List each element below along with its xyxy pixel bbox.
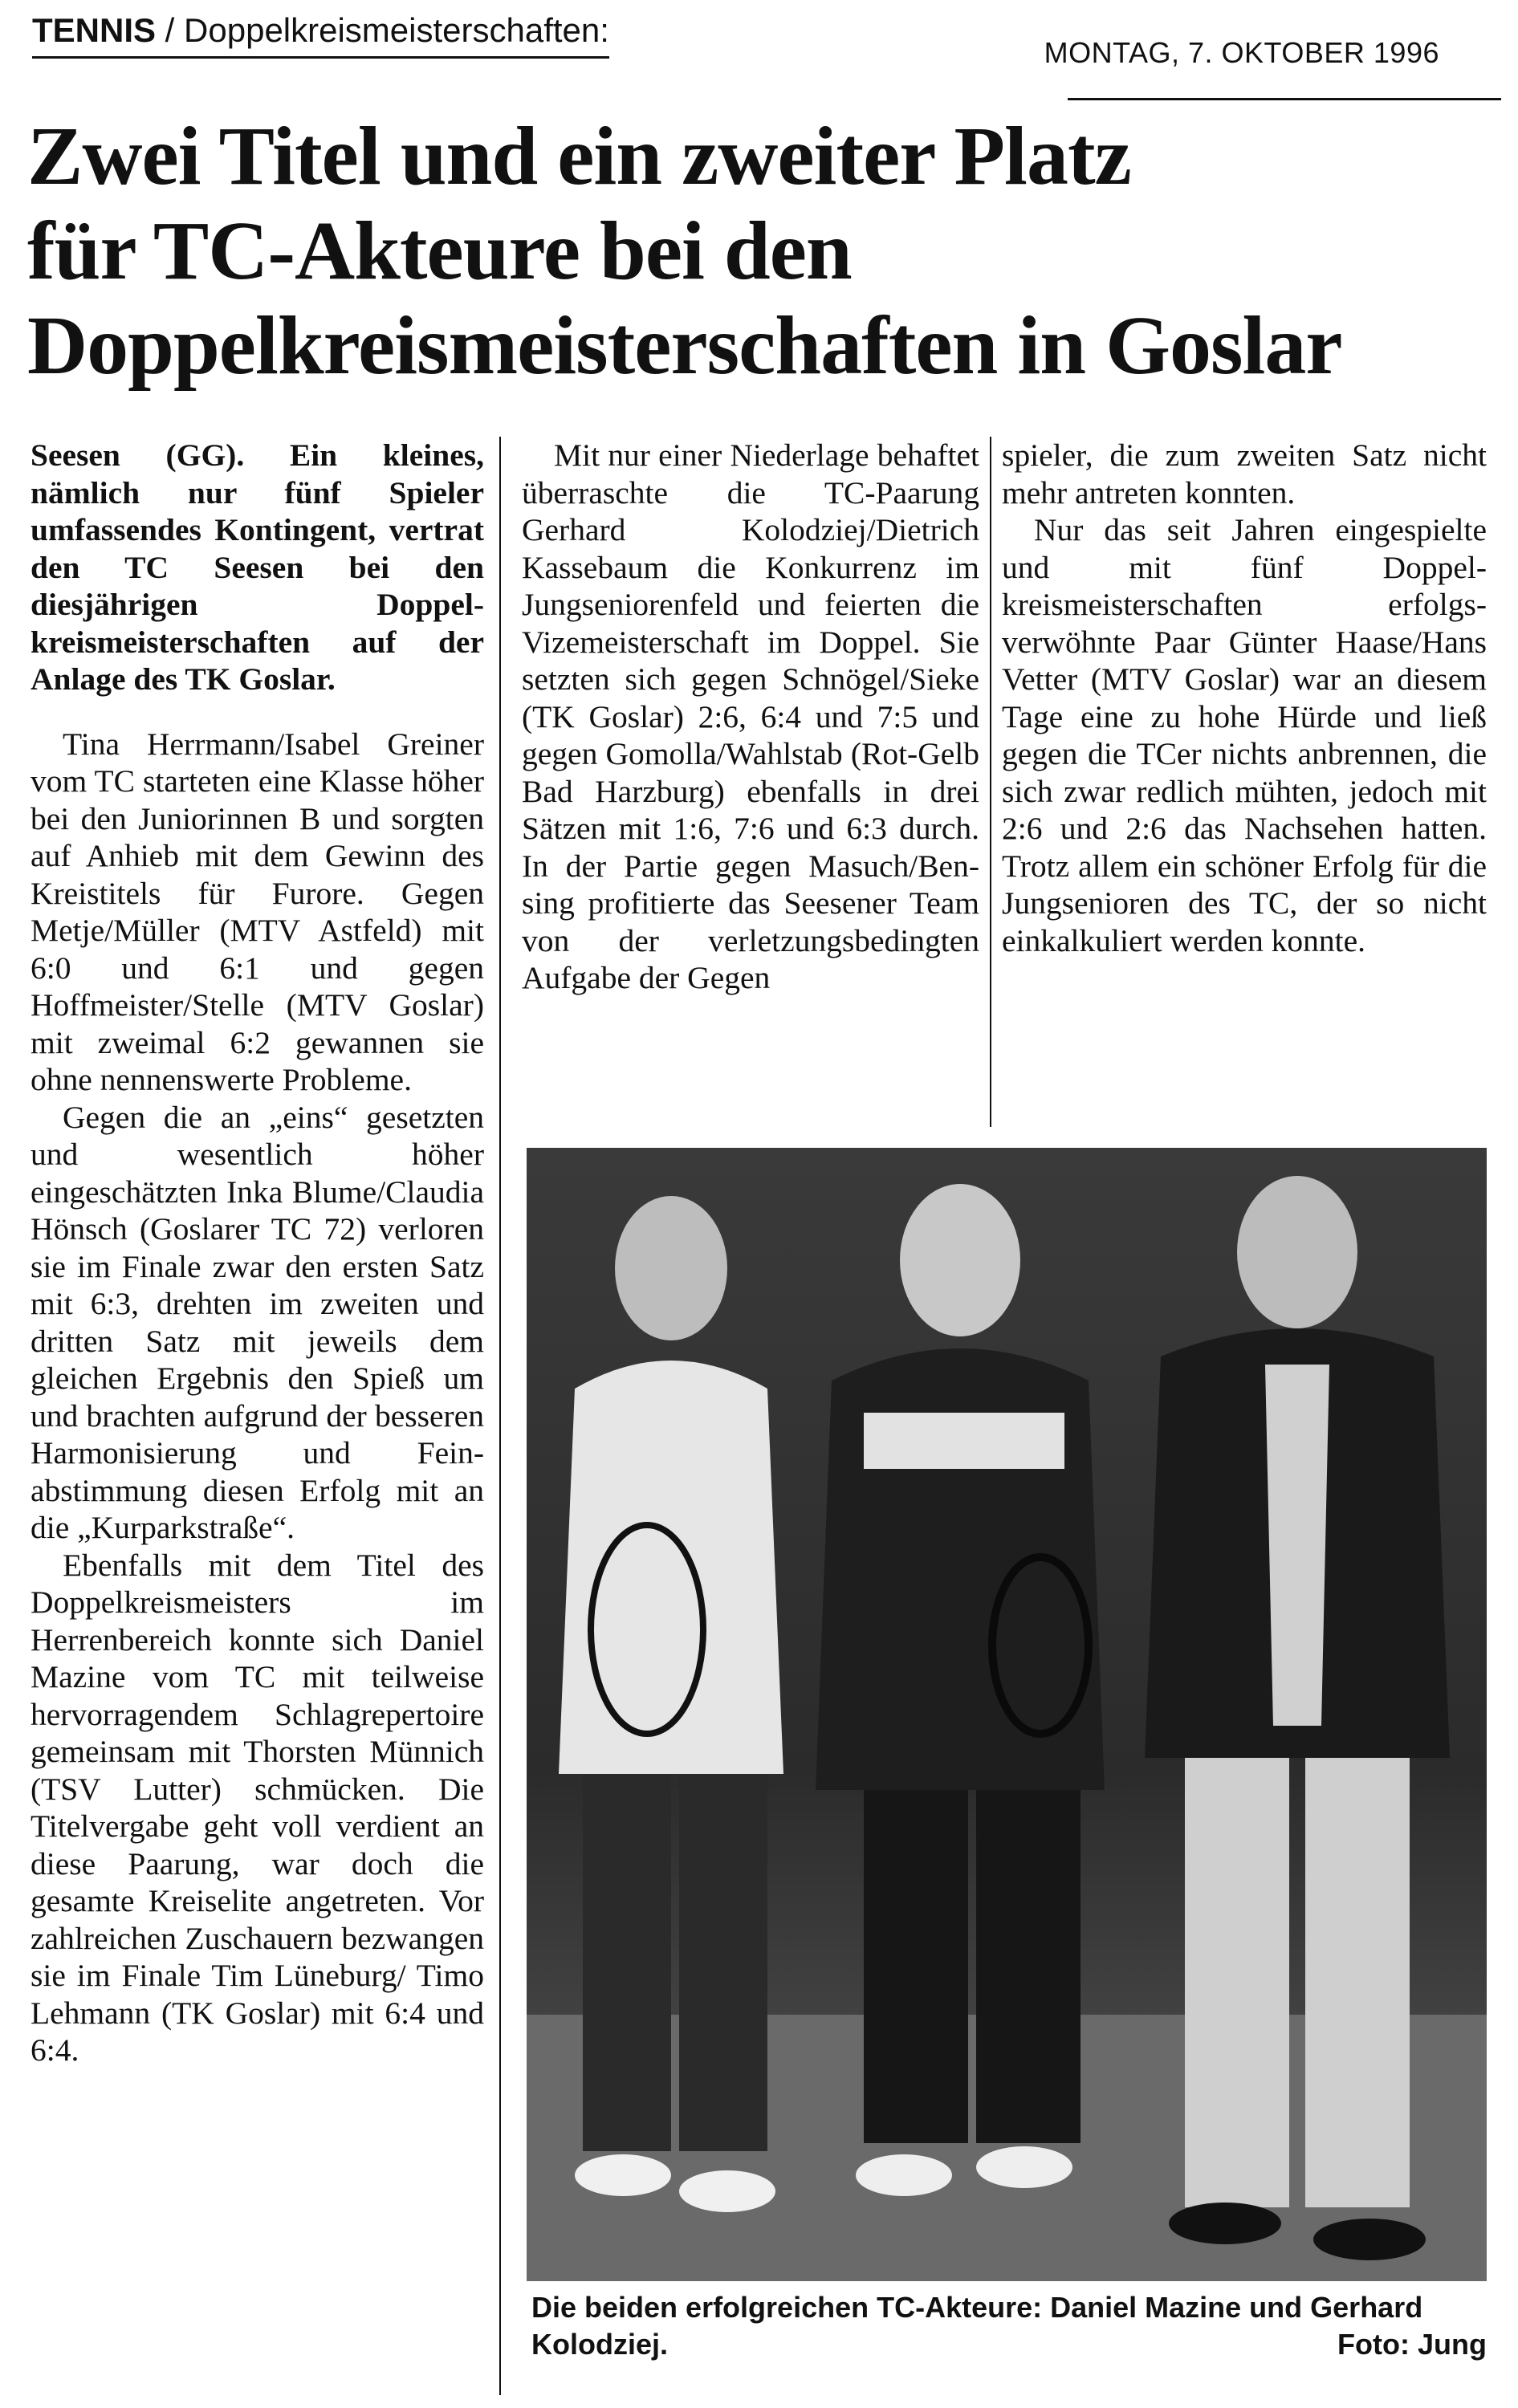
header-rule xyxy=(1068,98,1501,100)
section-kicker xyxy=(32,6,609,59)
article-paragraph-5: Nur das seit Jahren eingespielte und mit fünf Doppelkreismeisterschaften erfolgsverwöhnte Paar Günter Haase/Hans Vetter (MTV Goslar) war an diesem Tage eine zu hohe Hürde und ließ gegen die TCer nichts anbrennen, die sich zwar redlich mühten, jedoch mit 2:6 und 2:6 das Nachsehen hatten. Trotz allem ein schöner Erfolg für die Jungsenioren des TC, der so nicht einkalkuliert werden konnte. xyxy=(1002,512,1487,958)
headline-line-3: Doppelkreismeisterschaften in Goslar xyxy=(27,299,1342,392)
article-column-3 xyxy=(1002,437,1487,959)
column-divider-2 xyxy=(990,437,991,1127)
article-column-1 xyxy=(31,437,484,2069)
team-photo-illustration xyxy=(527,1148,1487,2281)
section-name: TENNIS xyxy=(32,11,157,49)
column-divider-1 xyxy=(499,437,501,2395)
article-paragraph-2: Gegen die an „eins“ gesetzten und wesentlich höher eingeschätzten Inka Blume/Claudia Hönsch (Goslarer TC 72) verloren sie im Finale zwar den ersten Satz mit 6:3, drehten im zweiten und dritten Satz mit jeweils dem gleichen Ergebnis den Spieß um und brachten aufgrund der besseren Harmonisierung und Feinabstimmung diesen Erfolg mit an die „Kurparkstraße“. xyxy=(31,1099,484,1545)
section-topic: Doppelkreismeisterschaften: xyxy=(184,11,609,49)
article-paragraph-1: Tina Herrmann/Isabel Greiner vom TC starteten eine Klasse höher bei den Juniorinnen B und sorgten auf Anhieb mit dem Gewinn des Kreistitels für Furore. Gegen Metje/Müller (MTV Astfeld) mit 6:0 und 6:1 und gegen Hoffmeister/Stelle (MTV Goslar) mit zweimal 6:2 gewannen sie ohne nennenswerte Probleme. xyxy=(31,726,484,1097)
article-lead: Seesen (GG). Ein kleines, nämlich nur fünf Spieler umfassendes Kontingent, vertrat den TC Seesen bei den diesjährigen Doppelkreismeisterschaften auf der Anlage des TK Goslar. xyxy=(31,437,484,697)
article-paragraph-4-continued: spieler, die zum zweiten Satz nicht mehr antreten konnten. xyxy=(1002,437,1487,510)
article-paragraph-3: Ebenfalls mit dem Titel des Doppelkreismeisters im Herrenbereich konnte sich Daniel Mazine vom TC mit teilweise hervorragendem Schlagrepertoire gemeinsam mit Thorsten Münnich (TSV Lutter) schmücken. Die Titelvergabe geht voll verdient an diese Paarung, war doch die gesamte Kreiselite angetreten. Vor zahlreichen Zuschauern bezwangen sie im Finale Tim Lüneburg/ Timo Lehmann (TK Goslar) mit 6:4 und 6:4. xyxy=(31,1547,484,2068)
article-paragraph-4: Mit nur einer Niederlage behaftet überraschte die TC-Paarung Gerhard Kolodziej/Dietrich Kassebaum die Konkurrenz im Jungseniorenfeld und feierten die Vizemeisterschaft im Doppel. Sie setzten sich gegen Schnögel/Sieke (TK Goslar) 2:6, 6:4 und 7:5 und gegen Gomolla/Wahlstab (Rot-Gelb Bad Harzburg) ebenfalls in drei Sätzen mit 1:6, 7:6 und 6:3 durch. In der Partie gegen Masuch/Bensing profitierte das Seesener Team von der verletzungsbedingten Aufgabe der Gegen xyxy=(522,437,979,995)
team-photo xyxy=(527,1148,1487,2281)
photo-credit: Foto: Jung xyxy=(1337,2328,1487,2361)
photo-caption-block xyxy=(531,2289,1487,2363)
section-separator: / xyxy=(156,11,185,49)
photo-caption: Die beiden erfolgreichen TC-Akteure: Daniel Mazine und Gerhard Kolodziej. xyxy=(531,2291,1423,2361)
headline xyxy=(27,109,1496,393)
publication-date: MONTAG, 7. OKTOBER 1996 xyxy=(1044,36,1439,69)
headline-line-2: für TC-Akteure bei den xyxy=(27,205,852,297)
article-column-2 xyxy=(522,437,979,997)
headline-line-1: Zwei Titel und ein zweiter Platz xyxy=(27,110,1131,202)
